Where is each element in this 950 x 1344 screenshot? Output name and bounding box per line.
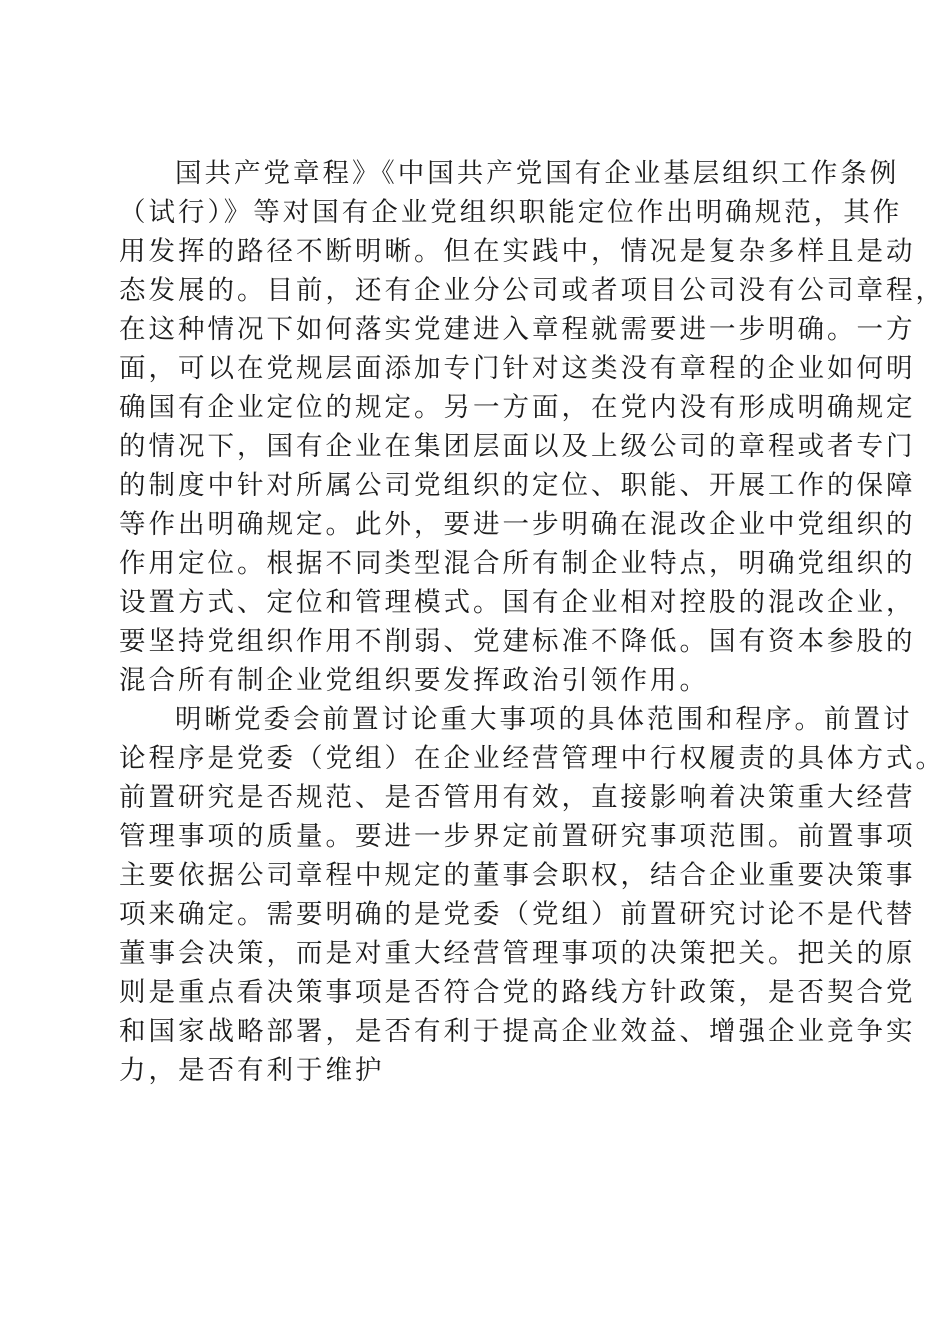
- text-line: 则是重点看决策事项是否符合党的路线方针政策，是否契合党: [119, 977, 916, 1008]
- text-line: 论程序是党委（党组）在企业经营管理中行权履责的具体方式。: [119, 743, 945, 774]
- text-line: 设置方式、定位和管理模式。国有企业相对控股的混改企业，: [119, 587, 916, 618]
- text-line: 用发挥的路径不断明晰。但在实践中，情况是复杂多样且是动: [119, 236, 916, 267]
- text-line: 的情况下，国有企业在集团层面以及上级公司的章程或者专门: [119, 431, 916, 462]
- text-line: 管理事项的质量。要进一步界定前置研究事项范围。前置事项: [119, 821, 916, 852]
- paragraph-2: [119, 700, 945, 1090]
- text-line: 主要依据公司章程中规定的董事会职权，结合企业重要决策事: [119, 860, 916, 891]
- text-line: 和国家战略部署，是否有利于提高企业效益、增强企业竞争实: [119, 1016, 916, 1047]
- text-line: 面，可以在党规层面添加专门针对这类没有章程的企业如何明: [119, 353, 916, 384]
- text-line: 项来确定。需要明确的是党委（党组）前置研究讨论不是代替: [119, 899, 916, 930]
- text-line: 混合所有制企业党组织要发挥政治引领作用。: [119, 665, 709, 696]
- text-line: 作用定位。根据不同类型混合所有制企业特点，明确党组织的: [119, 548, 916, 579]
- text-line: 确国有企业定位的规定。另一方面，在党内没有形成明确规定: [119, 392, 916, 423]
- text-line: （试行）》等对国有企业党组织职能定位作出明确规范，其作: [119, 197, 903, 228]
- text-line: 前置研究是否规范、是否管用有效，直接影响着决策重大经营: [119, 782, 916, 813]
- text-line: 态发展的。目前，还有企业分公司或者项目公司没有公司章程，: [119, 275, 945, 306]
- text-line: 董事会决策，而是对重大经营管理事项的决策把关。把关的原: [119, 938, 916, 969]
- text-line: 力，是否有利于维护: [119, 1055, 385, 1086]
- text-line: 明晰党委会前置讨论重大事项的具体范围和程序。前置讨: [175, 704, 913, 735]
- body-text: [119, 154, 945, 1090]
- text-line: 在这种情况下如何落实党建进入章程就需要进一步明确。一方: [119, 314, 916, 345]
- text-line: 等作出明确规定。此外，要进一步明确在混改企业中党组织的: [119, 509, 916, 540]
- text-line: 国共产党章程》《中国共产党国有企业基层组织工作条例: [175, 158, 900, 189]
- text-line: 要坚持党组织作用不削弱、党建标准不降低。国有资本参股的: [119, 626, 916, 657]
- text-line: 的制度中针对所属公司党组织的定位、职能、开展工作的保障: [119, 470, 916, 501]
- paragraph-1: [119, 154, 945, 700]
